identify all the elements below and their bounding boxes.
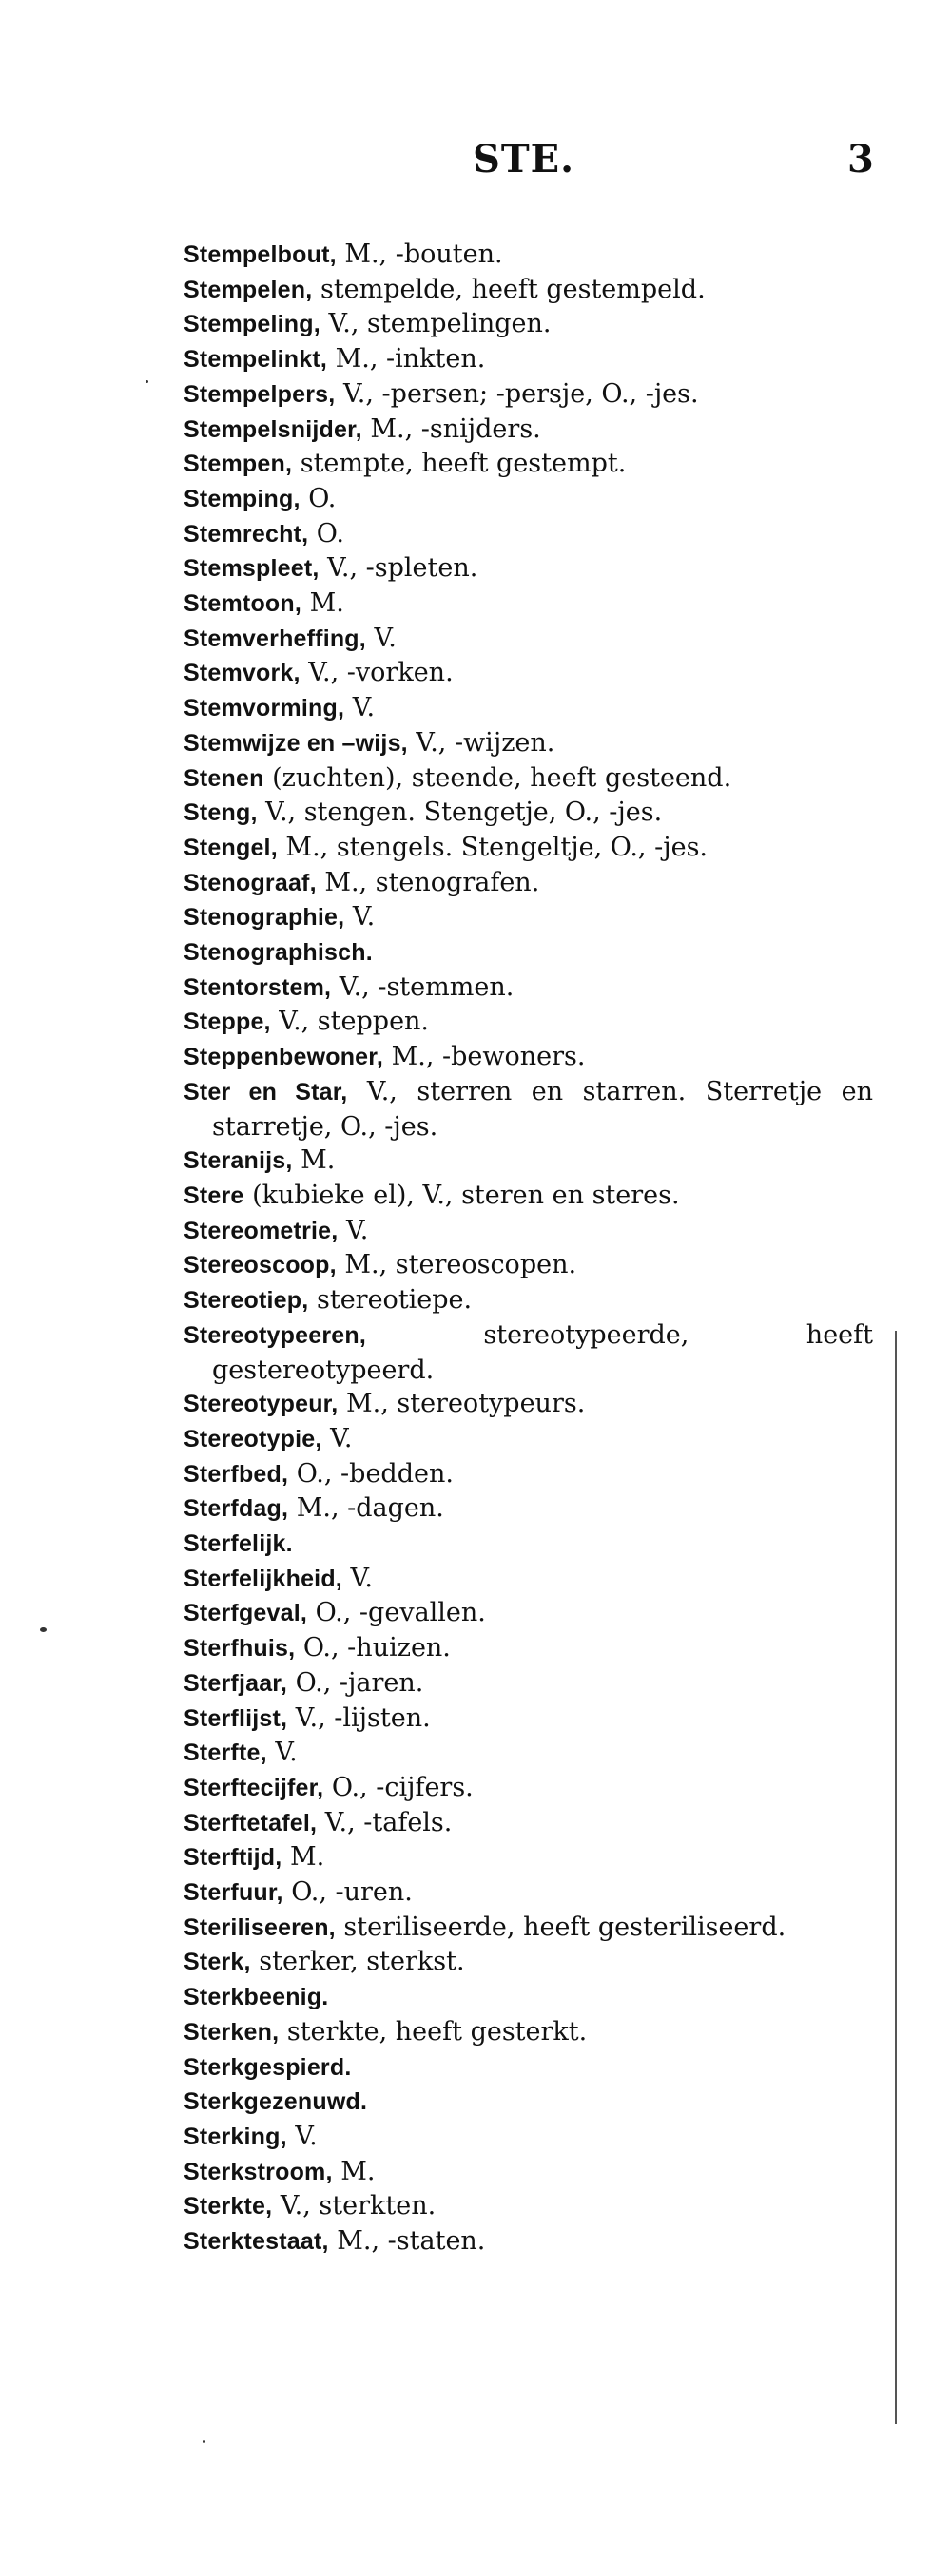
entry-definition: V., -persen; -persje, O., -jes.	[335, 378, 699, 409]
entry-headword: Sterken,	[184, 2018, 280, 2046]
dictionary-entry	[184, 1144, 873, 1179]
entry-definition: sterkte, heeft gesterkt.	[279, 2016, 588, 2047]
entry-definition: V.	[286, 2121, 318, 2151]
entry-headword: Sterfbed,	[184, 1460, 289, 1488]
entry-headword: Sterking,	[184, 2123, 287, 2150]
entry-headword: Stemtoon,	[184, 590, 302, 618]
entry-headword: Ster en Star,	[184, 1078, 348, 1105]
entry-headword: Sterkgezenuwd.	[184, 2088, 368, 2116]
dictionary-entry	[184, 377, 873, 413]
entry-definition: M., -bewoners.	[382, 1042, 586, 1072]
page-speck	[203, 2440, 205, 2443]
page-number: 3	[847, 137, 874, 182]
dictionary-entry	[184, 1457, 873, 1492]
entry-definition: stempte, heeft gestempt.	[292, 449, 627, 479]
dictionary-entry	[184, 517, 873, 552]
entry-definition: M., stereoscopen.	[336, 1250, 577, 1280]
dictionary-entry	[184, 551, 873, 586]
entry-definition: O.	[300, 483, 337, 513]
entry-definition: V., stempelingen.	[320, 309, 552, 339]
entry-definition: steriliseerde, heeft gesteriliseerd.	[335, 1912, 786, 1942]
dictionary-entry	[184, 1771, 873, 1806]
entry-headword: Stempelbout,	[184, 241, 337, 268]
dictionary-entry	[184, 1318, 873, 1387]
dictionary-entry	[184, 2085, 873, 2120]
entry-headword: Sterflijst,	[184, 1704, 288, 1732]
entry-headword: Stereotypie,	[184, 1425, 322, 1452]
entry-definition: M.	[292, 1145, 336, 1176]
entry-definition: stereotypeerde, heeft gestereotypeerd.	[212, 1319, 873, 1385]
entry-headword: Stemspleet,	[184, 555, 320, 583]
entry-headword: Stempelpers,	[184, 380, 336, 408]
entry-headword: Stemvorming,	[184, 695, 345, 722]
entry-definition: V., -vorken.	[300, 658, 454, 688]
entry-definition: V.	[365, 623, 397, 653]
dictionary-entry	[184, 866, 873, 901]
dictionary-entry	[184, 273, 873, 308]
entry-headword: Stemvork,	[184, 660, 301, 687]
page-speck	[40, 1627, 47, 1632]
dictionary-entry	[184, 413, 873, 448]
entry-definition: M., -inkten.	[327, 344, 486, 375]
entry-definition: V.	[338, 1215, 369, 1245]
entry-definition: V.	[341, 1563, 373, 1593]
dictionary-entry	[184, 2155, 873, 2190]
entry-headword: Stempen,	[184, 451, 293, 478]
entry-headword: Stereoscoop,	[184, 1252, 337, 1279]
dictionary-entry	[184, 1179, 873, 1214]
dictionary-entry	[184, 1596, 873, 1631]
entry-headword: Stenograaf,	[184, 869, 317, 896]
dictionary-entry	[184, 2050, 873, 2086]
entry-headword: Stentorstem,	[184, 973, 332, 1001]
dictionary-entry	[184, 1075, 873, 1144]
entry-definition: V., -wijzen.	[407, 727, 555, 758]
entry-headword: Stenographie,	[184, 904, 345, 932]
dictionary-entry	[184, 1945, 873, 1980]
entry-headword: Sterfte,	[184, 1740, 267, 1767]
dictionary-entry	[184, 1005, 873, 1040]
dictionary-entry	[184, 447, 873, 482]
dictionary-entry	[184, 1387, 873, 1422]
entry-definition: M., -snijders.	[361, 413, 541, 444]
entry-headword: Stengel,	[184, 834, 278, 861]
dictionary-entry	[184, 1214, 873, 1249]
entry-definition: O., -huizen.	[295, 1633, 451, 1663]
entry-headword: Stemping,	[184, 485, 301, 512]
dictionary-entry	[184, 1283, 873, 1318]
dictionary-entry	[184, 1911, 873, 1946]
entry-definition: M.	[301, 588, 344, 619]
dictionary-entry	[184, 1736, 873, 1771]
page-title: STE.	[473, 137, 575, 182]
entry-headword: Stemverheffing,	[184, 625, 366, 652]
entry-definition: stempelde, heeft gestempeld.	[312, 274, 706, 304]
entry-headword: Stemwijze en –wijs,	[184, 729, 408, 757]
entry-headword: Stempelsnijder,	[184, 415, 362, 443]
entry-headword: Stempelen,	[184, 276, 313, 303]
entry-headword: Sterkbeenig.	[184, 1984, 329, 2011]
dictionary-entries	[184, 238, 873, 2259]
entry-headword: Sterftetafel,	[184, 1809, 318, 1836]
entry-definition: V., sterkten.	[272, 2191, 437, 2221]
dictionary-entry	[184, 1806, 873, 1841]
entry-headword: Stereometrie,	[184, 1217, 339, 1244]
dictionary-entry	[184, 1248, 873, 1283]
entry-headword: Sterkstroom,	[184, 2158, 333, 2185]
entry-definition: sterker, sterkst.	[250, 1947, 465, 1977]
entry-headword: Sterfgeval,	[184, 1600, 308, 1627]
dictionary-entry	[184, 2224, 873, 2259]
entry-definition: O.	[308, 518, 344, 548]
dictionary-entry	[184, 831, 873, 866]
entry-headword: Sterfjaar,	[184, 1669, 288, 1697]
dictionary-entry	[184, 342, 873, 377]
entry-headword: Sterfelijkheid,	[184, 1565, 342, 1592]
dictionary-entry	[184, 2015, 873, 2050]
dictionary-entry	[184, 1875, 873, 1911]
entry-definition: M., -bouten.	[336, 240, 503, 269]
entry-definition: O., -jaren.	[287, 1667, 424, 1698]
entry-headword: Sterftijd,	[184, 1844, 282, 1872]
entry-definition: O., -bedden.	[288, 1458, 454, 1489]
dictionary-entry	[184, 935, 873, 971]
entry-definition: V.	[344, 902, 376, 932]
dictionary-entry	[184, 586, 873, 622]
entry-headword: Steriliseeren,	[184, 1913, 336, 1941]
dictionary-entry	[184, 726, 873, 761]
entry-headword: Sterfdag,	[184, 1495, 289, 1523]
entry-headword: Steng,	[184, 799, 258, 827]
dictionary-entry	[184, 1631, 873, 1666]
entry-definition: stereotiepe.	[308, 1285, 473, 1316]
dictionary-entry	[184, 1980, 873, 2015]
entry-definition: V., stengen. Stengetje, O., -jes.	[257, 798, 663, 828]
entry-headword: Stempeling,	[184, 311, 320, 338]
entry-definition: V., steppen.	[270, 1007, 430, 1037]
dictionary-entry	[184, 1422, 873, 1457]
entry-definition: M., stereotypeurs.	[338, 1389, 586, 1419]
entry-headword: Steranijs,	[184, 1147, 293, 1175]
entry-definition: M.	[282, 1842, 325, 1873]
dictionary-entry	[184, 1666, 873, 1701]
entry-definition: M., -dagen.	[288, 1493, 444, 1524]
entry-headword: Sterfelijk.	[184, 1530, 293, 1558]
dictionary-entry	[184, 691, 873, 726]
entry-definition: V.	[266, 1738, 298, 1768]
dictionary-entry	[184, 622, 873, 657]
page-speck	[146, 380, 148, 383]
entry-headword: Sterk,	[184, 1949, 251, 1976]
entry-headword: Stemrecht,	[184, 520, 309, 548]
entry-headword: Stenen	[184, 764, 264, 792]
dictionary-entry	[184, 2120, 873, 2155]
dictionary-entry	[184, 1040, 873, 1075]
dictionary-entry	[184, 900, 873, 935]
entry-definition: O., -cijfers.	[323, 1772, 474, 1802]
entry-definition: M.	[332, 2156, 376, 2186]
entry-definition: M., -staten.	[328, 2226, 486, 2257]
entry-headword: Sterfhuis,	[184, 1635, 296, 1663]
dictionary-entry	[184, 1562, 873, 1597]
entry-headword: Stenographisch.	[184, 939, 373, 967]
entry-definition: O., -uren.	[282, 1877, 413, 1908]
entry-definition: (zuchten), steende, heeft gesteend.	[263, 762, 732, 793]
dictionary-entry	[184, 1840, 873, 1875]
entry-headword: Sterftecijfer,	[184, 1774, 324, 1801]
dictionary-entry	[184, 1527, 873, 1562]
entry-headword: Steppe,	[184, 1009, 271, 1036]
dictionary-entry	[184, 238, 873, 273]
entry-headword: Sterktestaat,	[184, 2228, 329, 2256]
entry-definition: V., -tafels.	[317, 1807, 453, 1837]
dictionary-entry	[184, 761, 873, 797]
entry-headword: Sterfuur,	[184, 1879, 283, 1907]
dictionary-entry	[184, 1701, 873, 1737]
entry-headword: Sterkte,	[184, 2193, 273, 2220]
entry-headword: Stereotypeeren,	[184, 1321, 366, 1349]
margin-rule	[895, 1331, 897, 2424]
entry-headword: Stereotypeur,	[184, 1391, 339, 1418]
entry-definition: V., -stemmen.	[331, 971, 515, 1002]
page-header	[0, 131, 932, 188]
entry-definition: M., stengels. Stengeltje, O., -jes.	[277, 832, 709, 862]
entry-headword: Stere	[184, 1182, 244, 1209]
dictionary-entry	[184, 307, 873, 342]
entry-definition: M., stenografen.	[316, 867, 540, 897]
entry-definition: V., -spleten.	[319, 553, 478, 584]
dictionary-entry	[184, 1491, 873, 1527]
entry-definition: O., -gevallen.	[307, 1598, 486, 1628]
entry-definition: V., -lijsten.	[287, 1702, 431, 1733]
entry-headword: Steppenbewoner,	[184, 1044, 383, 1071]
dictionary-entry	[184, 796, 873, 831]
entry-definition: (kubieke el), V., steren en steres.	[243, 1180, 680, 1210]
entry-headword: Stempelinkt,	[184, 346, 328, 374]
entry-definition: V., sterren en starren. Sterretje en starretje, O., -jes.	[212, 1076, 873, 1142]
dictionary-entry	[184, 971, 873, 1006]
entry-definition: V.	[321, 1423, 353, 1453]
dictionary-entry	[184, 482, 873, 517]
entry-headword: Stereotiep,	[184, 1287, 309, 1315]
dictionary-entry	[184, 656, 873, 691]
entry-headword: Sterkgespierd.	[184, 2053, 352, 2081]
dictionary-entry	[184, 2189, 873, 2224]
entry-definition: V.	[344, 693, 376, 723]
